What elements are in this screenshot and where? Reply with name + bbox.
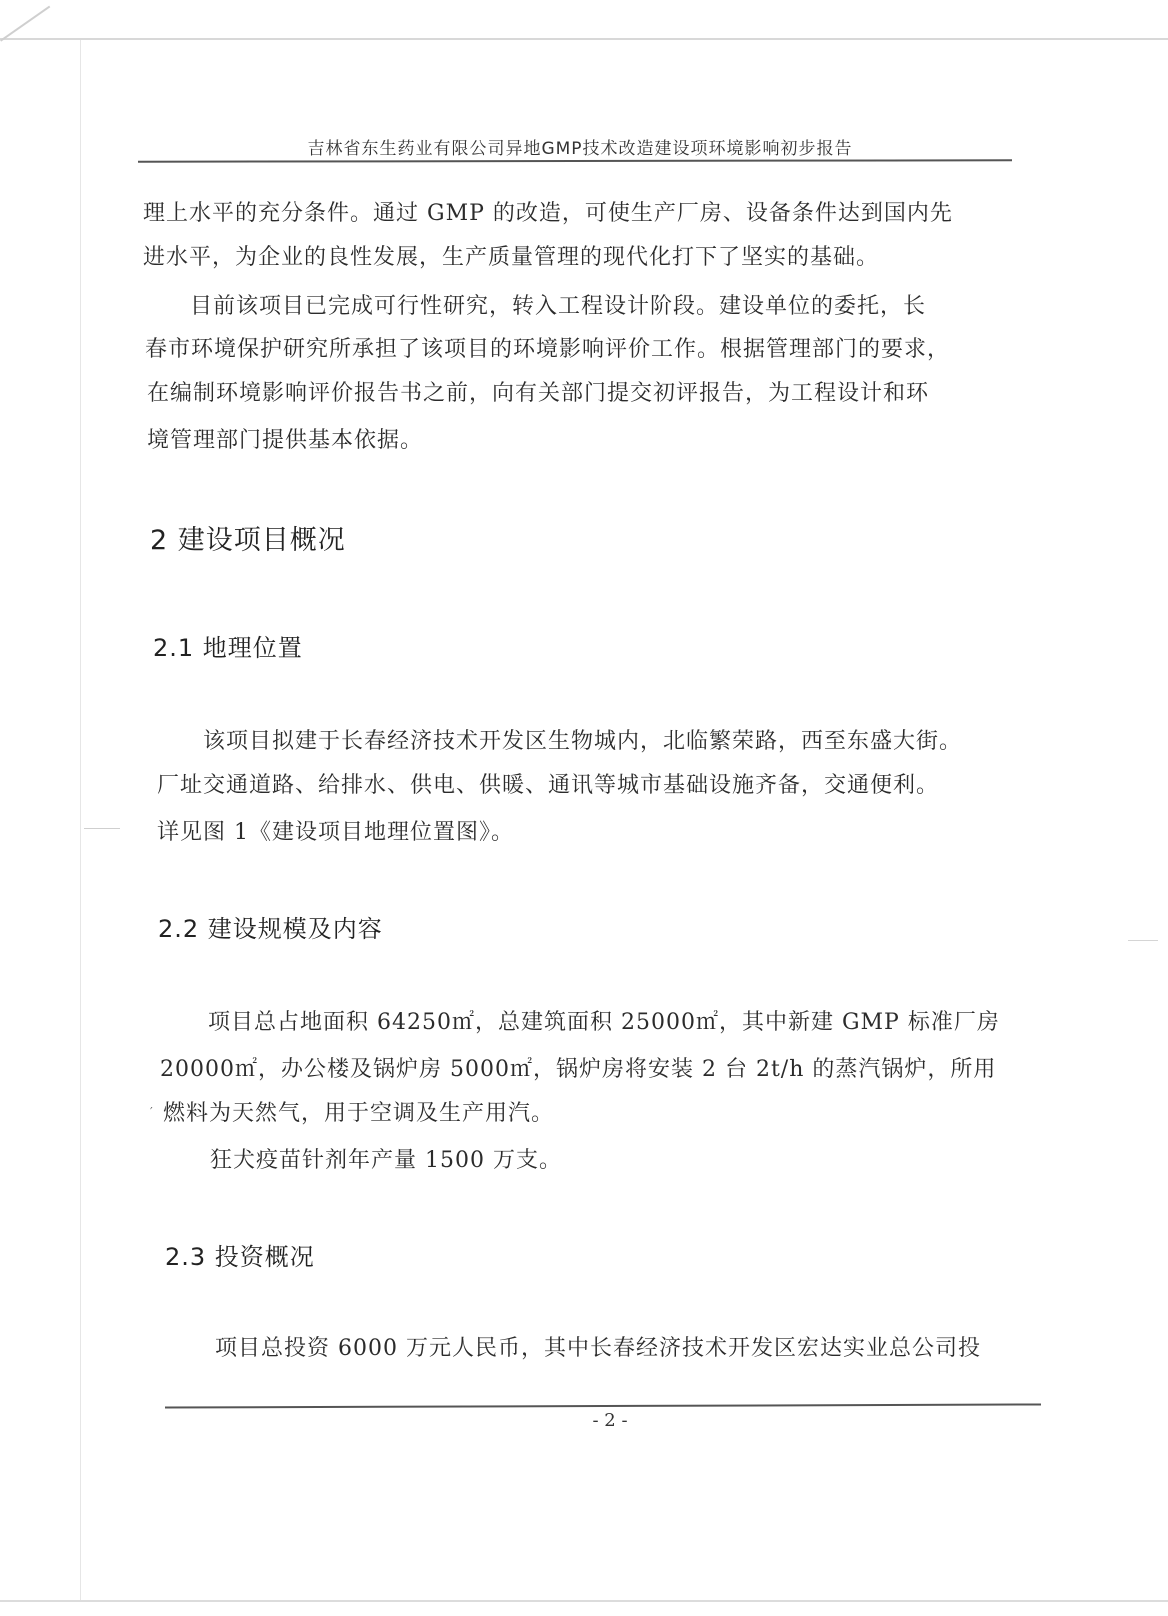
margin-mark: [84, 828, 120, 829]
section-2-3-heading: 2.3 投资概况: [165, 1243, 315, 1271]
location-line-1: 该项目拟建于长春经济技术开发区生物城内，北临繁荣路，西至东盛大街。: [203, 729, 963, 754]
scan-edge-top: [0, 38, 1168, 40]
intro-line-2: 进水平，为企业的良性发展，生产质量管理的现代化打下了坚实的基础。: [143, 245, 880, 270]
intro-line-6: 境管理部门提供基本依据。: [147, 428, 424, 453]
running-header-title: 吉林省东生药业有限公司异地GMP技术改造建设项环境影响初步报告: [307, 139, 853, 159]
intro-line-1: 理上水平的充分条件。通过 GMP 的改造，可使生产厂房、设备条件达到国内先: [143, 201, 953, 226]
location-line-3: 详见图 1《建设项目地理位置图》。: [157, 820, 514, 845]
scale-line-3: 燃料为天然气，用于空调及生产用汽。: [163, 1101, 555, 1126]
section-2-1-heading: 2.1 地理位置: [153, 634, 303, 662]
location-line-2: 厂址交通道路、给排水、供电、供暖、通讯等城市基础设施齐备，交通便利。: [157, 773, 940, 798]
scan-edge-bottom: [0, 1600, 1168, 1602]
scale-line-1: 项目总占地面积 64250㎡，总建筑面积 25000㎡，其中新建 GMP 标准厂房: [208, 1010, 1000, 1035]
scan-edge-left: [80, 40, 81, 1600]
scan-corner-mark: [0, 6, 50, 42]
footer-rule: [165, 1403, 1041, 1408]
scan-speck: ′: [150, 1105, 153, 1119]
intro-line-5: 在编制环境影响评价报告书之前，向有关部门提交初评报告，为工程设计和环: [147, 381, 930, 406]
margin-mark-right: [1128, 940, 1158, 941]
intro-line-3: 目前该项目已完成可行性研究，转入工程设计阶段。建设单位的委托，长: [190, 294, 927, 319]
header-rule: [138, 159, 1012, 163]
intro-line-4: 春市环境保护研究所承担了该项目的环境影响评价工作。根据管理部门的要求，: [145, 337, 951, 362]
scale-line-2: 20000㎡，办公楼及锅炉房 5000㎡，锅炉房将安装 2 台 2t/h 的蒸汽锅炉，所用: [160, 1057, 997, 1082]
investment-line-1: 项目总投资 6000 万元人民币，其中长春经济技术开发区宏达实业总公司投: [215, 1336, 981, 1361]
section-2-2-heading: 2.2 建设规模及内容: [158, 915, 383, 943]
section-2-heading: 2 建设项目概况: [150, 525, 346, 556]
scale-line-4: 狂犬疫苗针剂年产量 1500 万支。: [210, 1148, 562, 1173]
page-number: - 2 -: [592, 1410, 628, 1431]
